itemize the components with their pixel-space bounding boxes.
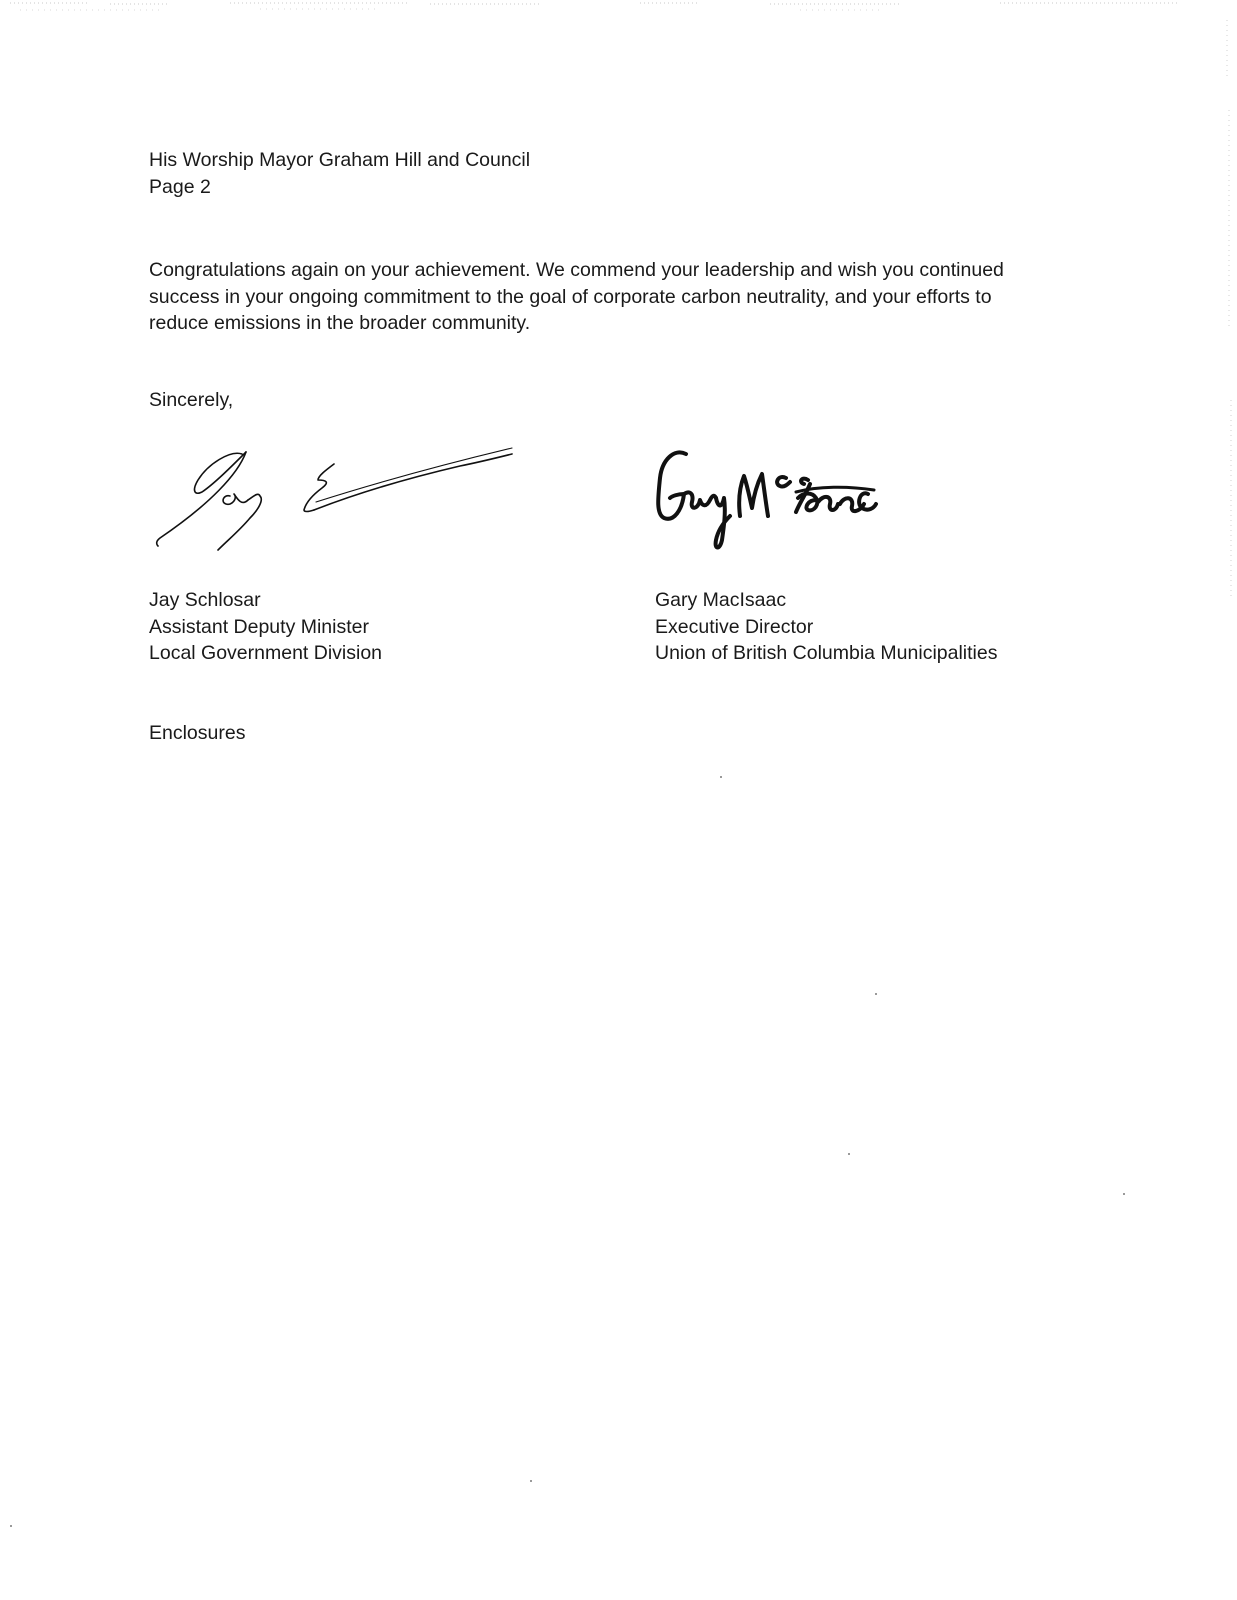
scan-speck [720,776,722,778]
scan-speck [875,993,877,995]
scan-speck [10,1525,12,1527]
scan-artifact-top [0,0,1237,14]
closing-salutation: Sincerely, [149,389,234,411]
signatory-organization: Union of British Columbia Municipalities [655,642,998,664]
signature-area [0,440,1237,570]
signatory-name: Jay Schlosar [149,589,261,611]
handwritten-signature-icon [648,442,888,562]
letter-header [149,147,530,200]
scan-speck [1123,1193,1125,1195]
signatory-title: Executive Director [655,615,814,638]
recipient-line: His Worship Mayor Graham Hill and Council [149,149,531,171]
signatory-left [149,587,382,667]
handwritten-signature-icon [150,440,530,560]
signatory-title: Assistant Deputy Minister [149,615,369,638]
signatory-name: Gary MacIsaac [655,589,787,611]
body-line: reduce emissions in the broader community. [149,312,531,334]
signatory-organization: Local Government Division [149,642,383,664]
body-line: success in your ongoing commitment to the goal of corporate carbon neutrality, and your efforts to [149,285,992,308]
scan-speck [530,1480,532,1482]
signatory-right [655,587,997,667]
enclosures-note: Enclosures [149,722,246,744]
page-number: Page 2 [149,175,211,198]
body-line: Congratulations again on your achievement. We commend your leadership and wish you continued [149,259,1004,281]
body-paragraph [149,257,1049,337]
scan-speck [848,1153,850,1155]
